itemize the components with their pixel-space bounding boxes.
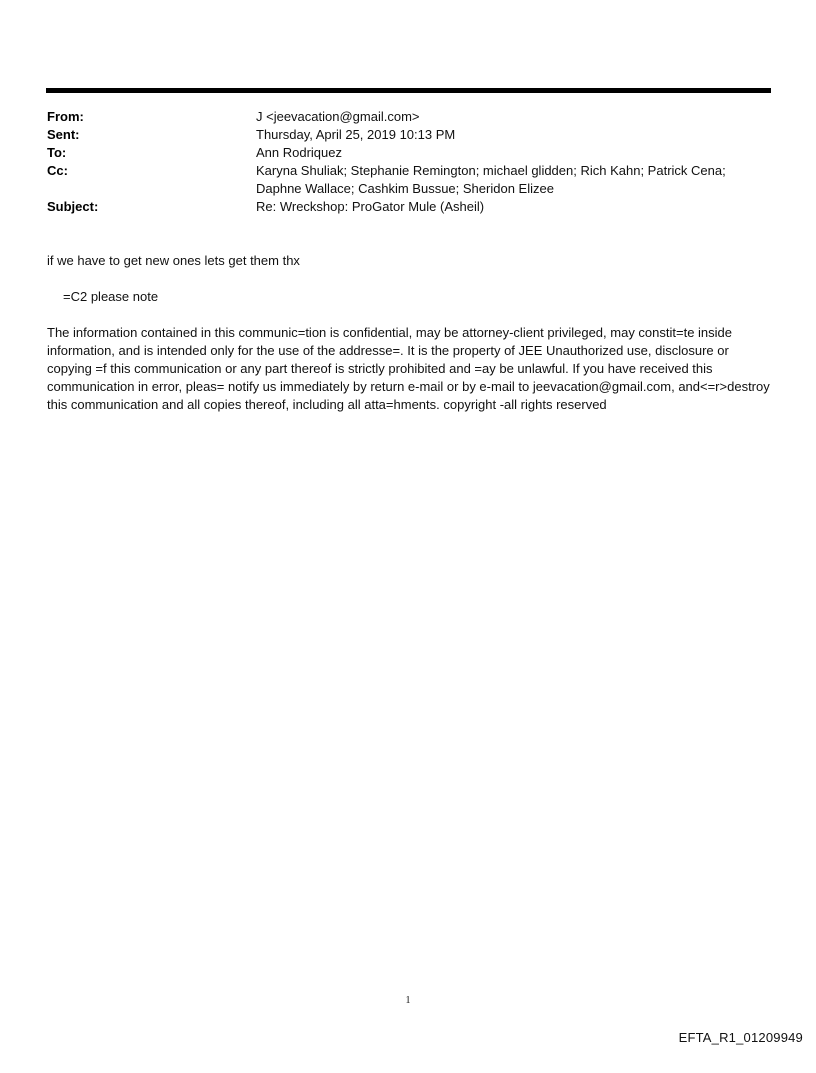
header-sent bbox=[47, 126, 771, 144]
header-to-value: Ann Rodriquez bbox=[256, 145, 342, 160]
header-to-label: To: bbox=[47, 145, 67, 160]
header-from-value: J <jeevacation@gmail.com> bbox=[256, 109, 420, 124]
header-divider bbox=[46, 88, 771, 93]
header-subject-label: Subject: bbox=[47, 199, 99, 214]
header-sent-value: Thursday, April 25, 2019 10:13 PM bbox=[256, 127, 456, 142]
header-from bbox=[47, 108, 771, 126]
page-number: 1 bbox=[405, 995, 411, 1006]
header-subject-value: Re: Wreckshop: ProGator Mule (Asheil) bbox=[256, 199, 485, 214]
document-id: EFTA_R1_01209949 bbox=[678, 1030, 803, 1045]
header-cc-value: Karyna Shuliak; Stephanie Remington; michael glidden; Rich Kahn; Patrick Cena; Daphne Wallace; Cashkim Bussue; Sheridon Elizee bbox=[256, 163, 726, 196]
header-subject bbox=[47, 198, 771, 216]
confidentiality-disclaimer: The information contained in this communic=tion is confidential, may be attorney-client privileged, may constit=te inside information, and is intended only for the use of the addresse=. It is the property of JEE Unauthorized use, disclosure or copying =f this communication or any part thereof is strictly prohibited and =ay be unlawful. If you have received this communication in error, pleas= notify us immediately by return e-mail or by e-mail to jeevacation@gmail.com, and<=r>destroy this communication and all copies thereof, including all atta=hments. copyright -all rights reserved bbox=[47, 325, 770, 412]
header-cc bbox=[47, 162, 771, 198]
email-body-line-2: =C2 please note bbox=[63, 289, 159, 304]
header-from-label: From: bbox=[47, 109, 84, 124]
email-headers bbox=[47, 108, 771, 216]
header-cc-label: Cc: bbox=[47, 163, 68, 178]
email-body-line-1: if we have to get new ones lets get them thx bbox=[47, 253, 300, 268]
header-to bbox=[47, 144, 771, 162]
header-sent-label: Sent: bbox=[47, 127, 80, 142]
